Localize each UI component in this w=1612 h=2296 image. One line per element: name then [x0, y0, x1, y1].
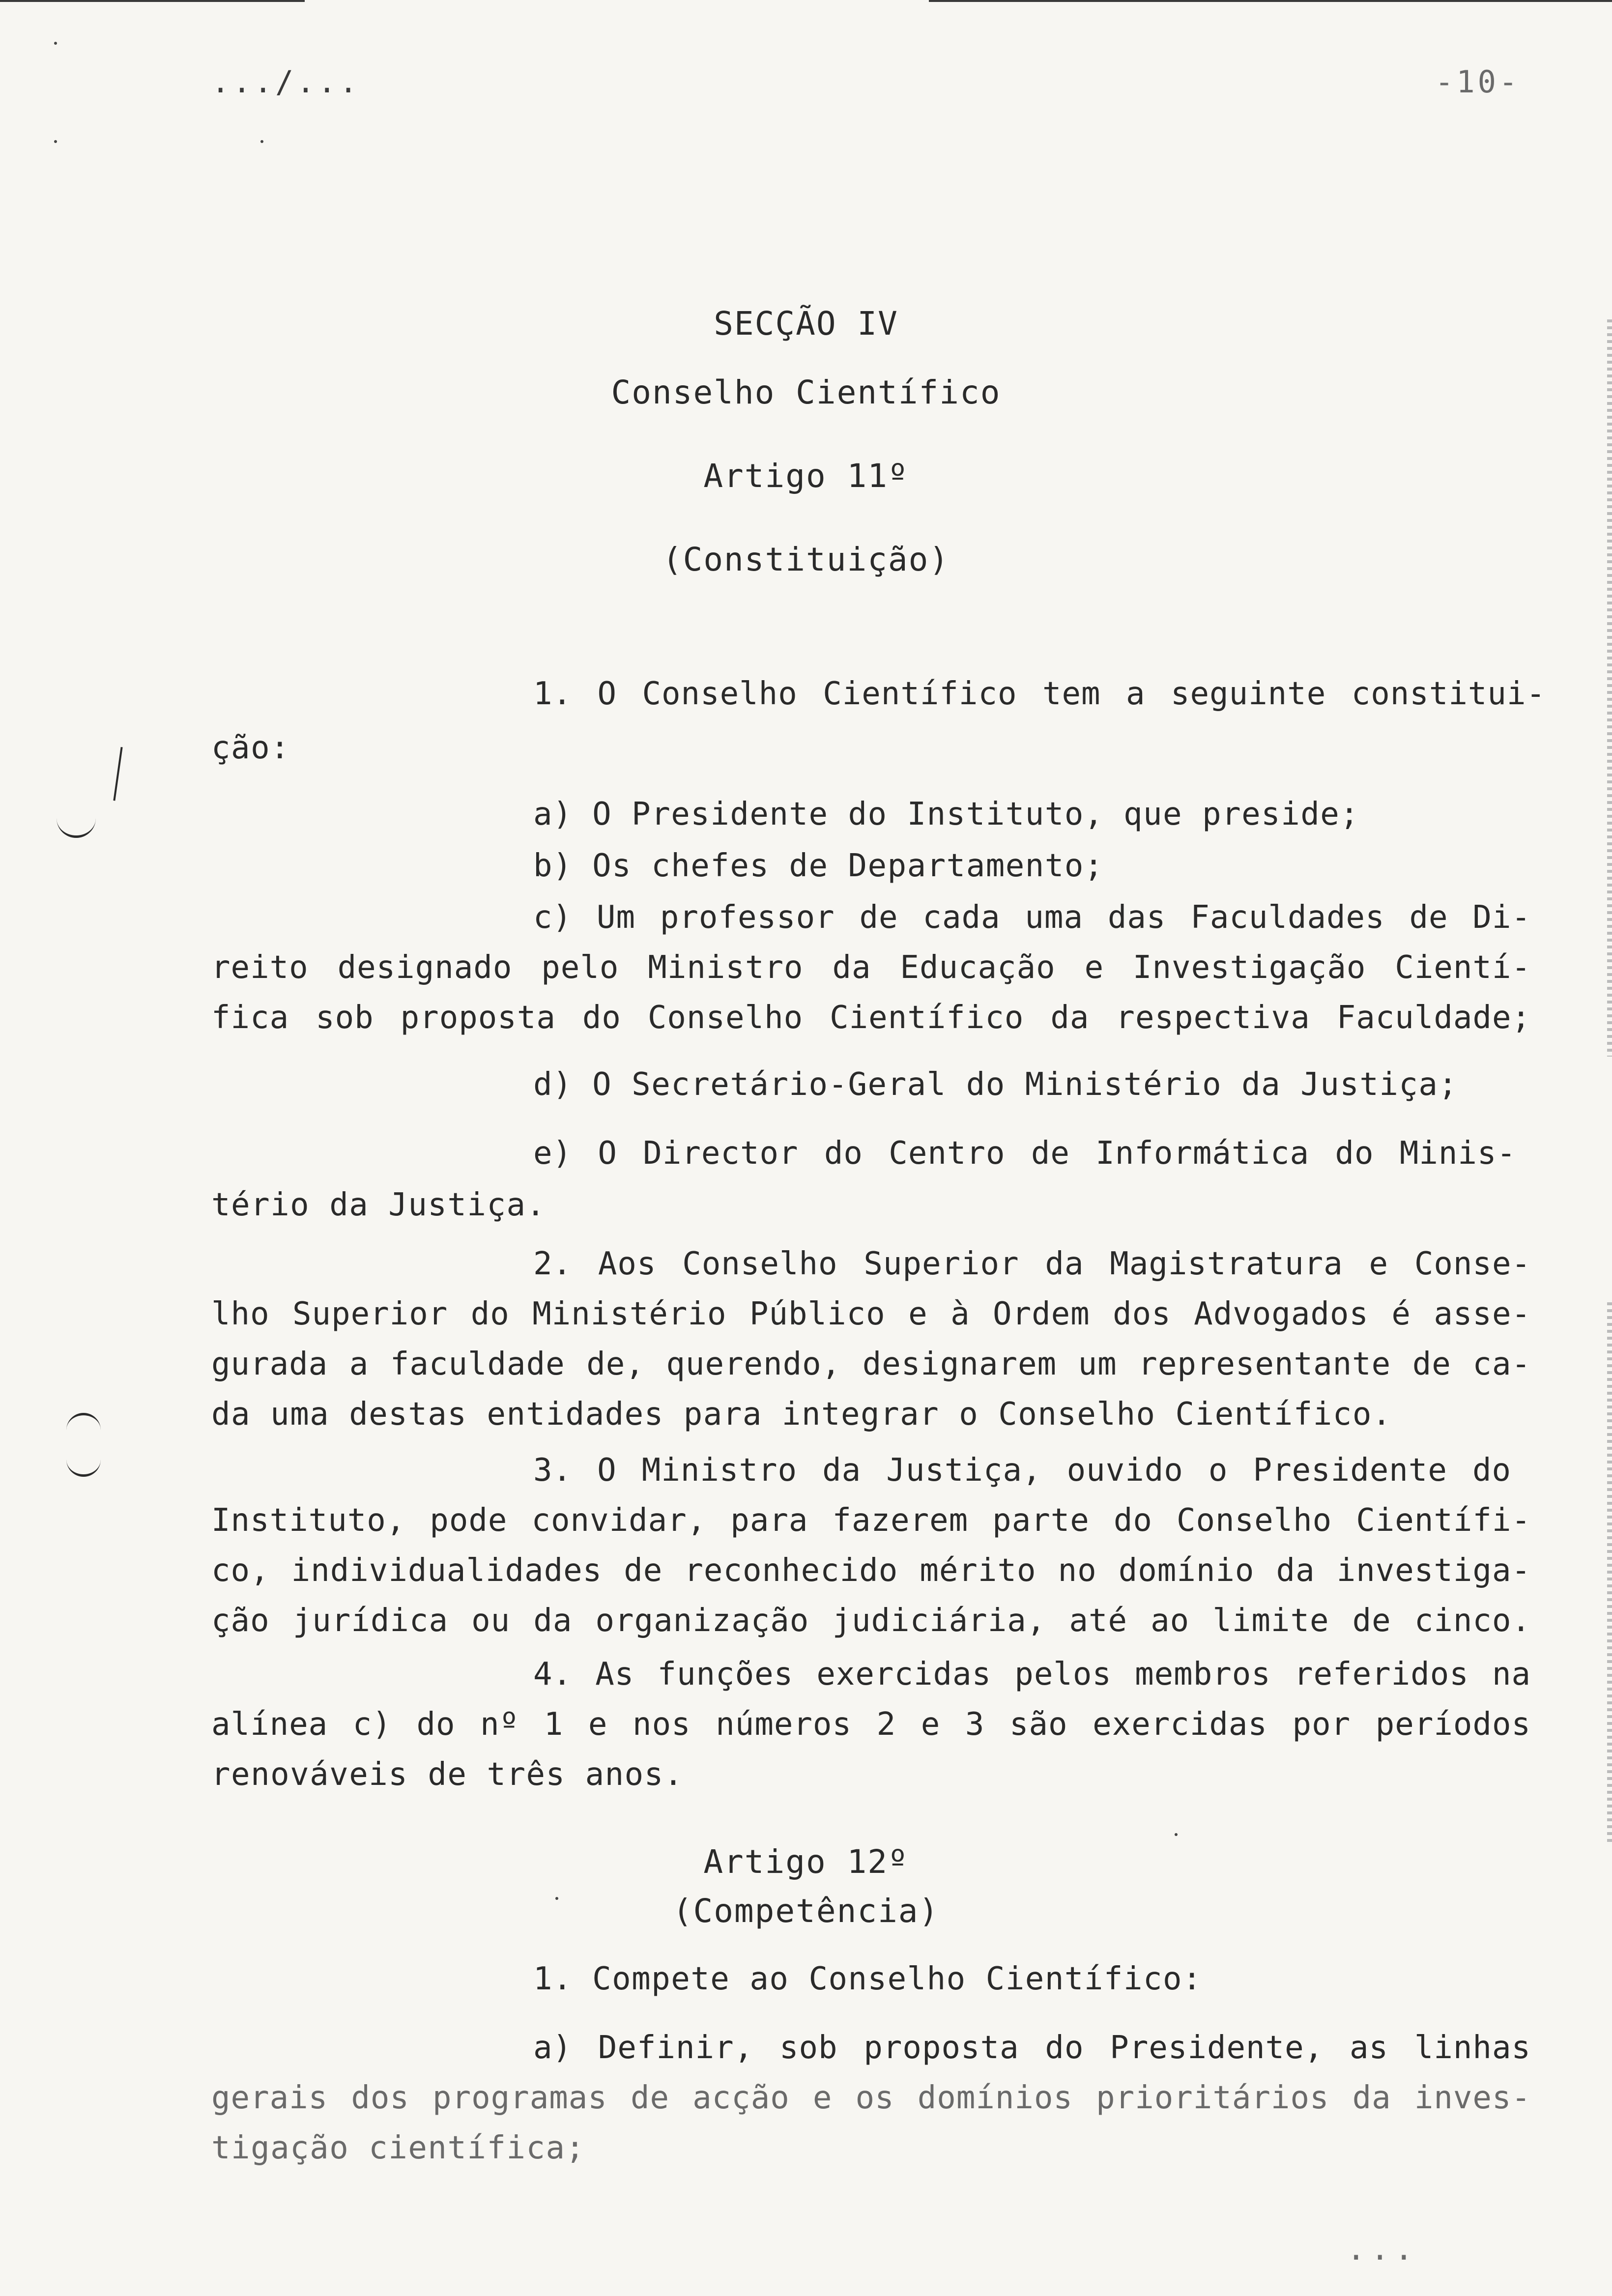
list-item-line: tigação científica; [211, 2130, 585, 2166]
paragraph-line: Instituto, pode convidar, para fazerem parte do Conselho Científi- [211, 1502, 1531, 1539]
list-item-line: tério da Justiça. [211, 1187, 546, 1223]
section-title: Conselho Científico [611, 373, 1001, 411]
punch-hole-mark [57, 811, 96, 838]
article-heading: Artigo 12º [703, 1843, 909, 1881]
scan-speck [54, 42, 57, 45]
list-item-line: e) O Director do Centro de Informática do Minis- [533, 1135, 1516, 1172]
article-heading: Artigo 11º [703, 457, 909, 495]
paragraph-line: renováveis de três anos. [211, 1756, 684, 1793]
scan-edge-line [929, 0, 1612, 2]
paragraph-line: ção: [211, 730, 290, 766]
punch-hole-mark [66, 1413, 101, 1435]
list-item-line: c) Um professor de cada uma das Faculdades de Di- [533, 899, 1531, 936]
paragraph-line: co, individualidades de reconhecido mérito no domínio da investiga- [211, 1552, 1531, 1589]
scan-edge-noise [1607, 319, 1612, 1057]
paragraph-line: gurada a faculdade de, querendo, designarem um representante de ca- [211, 1346, 1531, 1382]
continuation-marker: .../... [211, 64, 361, 100]
margin-pencil-mark [113, 747, 124, 801]
scan-speck [1175, 1833, 1178, 1836]
paragraph-line: 2. Aos Conselho Superior da Magistratura e Conse- [533, 1246, 1531, 1282]
paragraph-line: 1. O Conselho Científico tem a seguinte constitui- [533, 676, 1546, 712]
paragraph-line: da uma destas entidades para integrar o Conselho Científico. [211, 1396, 1392, 1433]
punch-hole-mark [66, 1455, 101, 1477]
paragraph-line: alínea c) do nº 1 e nos números 2 e 3 são exercidas por períodos [211, 1706, 1531, 1743]
list-item: b) Os chefes de Departamento; [533, 848, 1104, 884]
paragraph-line: lho Superior do Ministério Público e à Ordem dos Advogados é asse- [211, 1296, 1531, 1332]
paragraph-line: 3. O Ministro da Justiça, ouvido o Presidente do [533, 1452, 1511, 1489]
paragraph-line: ção jurídica ou da organização judiciária, até ao limite de cinco. [211, 1603, 1531, 1639]
list-item: a) O Presidente do Instituto, que preside; [533, 796, 1360, 832]
list-item: d) O Secretário-Geral do Ministério da Justiça; [533, 1066, 1458, 1103]
list-item-line: a) Definir, sob proposta do Presidente, as linhas [533, 2030, 1531, 2066]
section-heading: SECÇÃO IV [714, 305, 898, 343]
article-subtitle: (Constituição) [662, 541, 950, 578]
article-subtitle: (Competência) [672, 1892, 940, 1930]
continuation-marker: ... [1347, 2231, 1418, 2267]
scan-speck [54, 140, 57, 143]
list-item-line: reito designado pelo Ministro da Educação e Investigação Cientí- [211, 949, 1531, 986]
paragraph-line: 4. As funções exercidas pelos membros referidos na [533, 1656, 1531, 1693]
paragraph-line: 1. Compete ao Conselho Científico: [533, 1961, 1203, 1997]
scan-speck [260, 140, 263, 143]
scan-edge-line [0, 0, 305, 2]
page-number: -10- [1435, 64, 1521, 100]
list-item-line: fica sob proposta do Conselho Científico da respectiva Faculdade; [211, 1000, 1531, 1036]
scan-edge-noise [1607, 1302, 1612, 1843]
list-item-line: gerais dos programas de acção e os domínios prioritários da inves- [211, 2080, 1531, 2116]
